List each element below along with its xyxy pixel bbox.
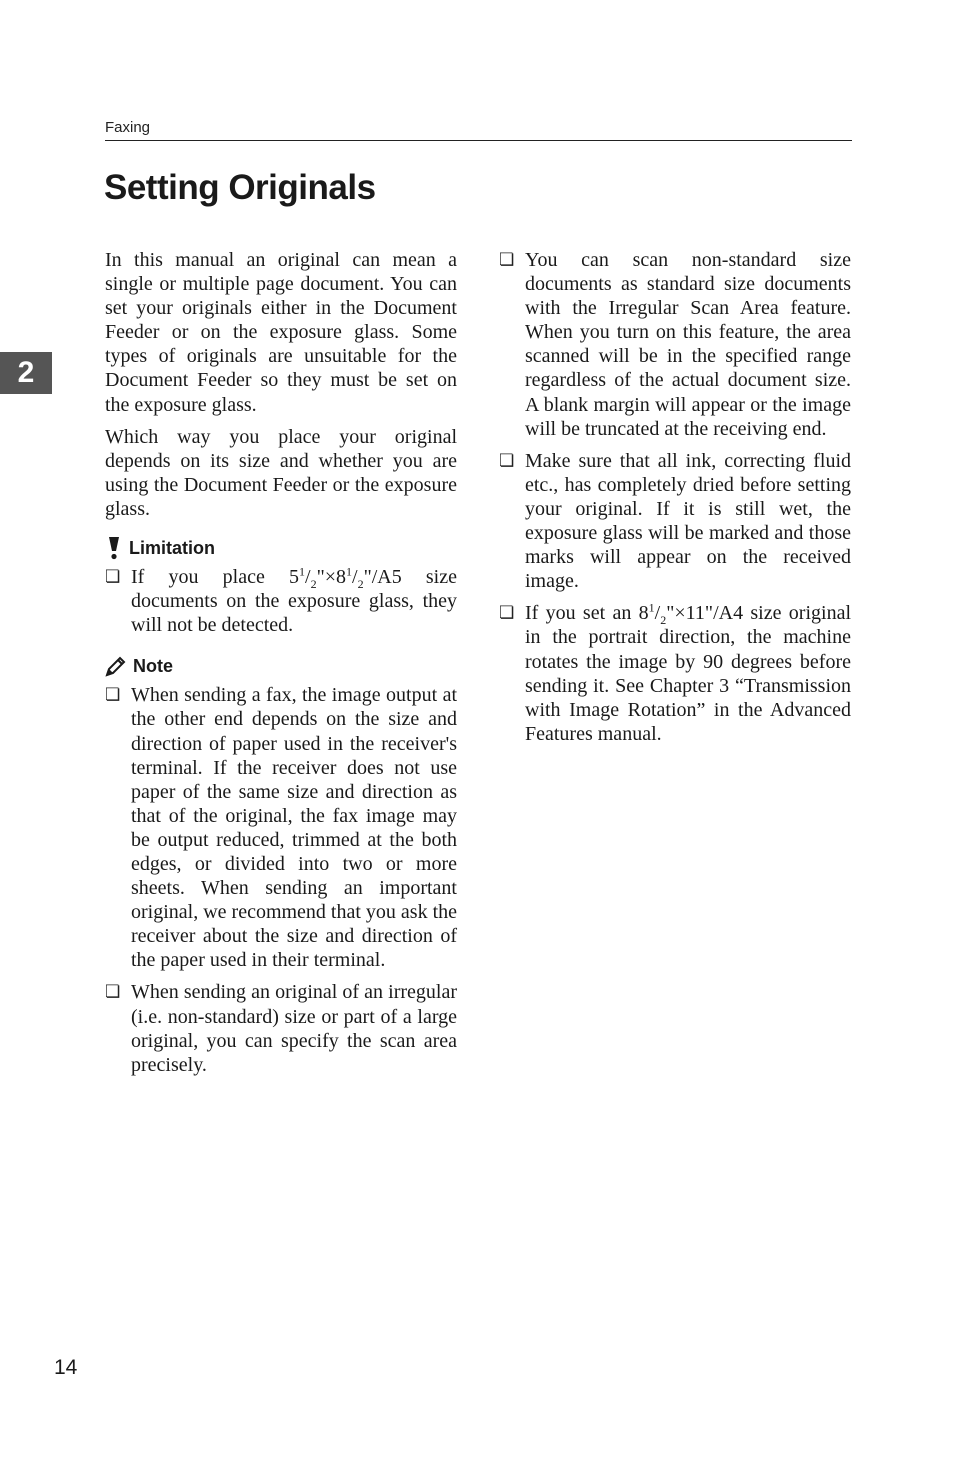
intro-paragraph: In this manual an original can mean a single or multiple page document. You can set your originals either in the Document Feeder or on the exposure glass. Some types of originals are unsuitable for the Document Feeder so they must be set on the exposure glass.	[105, 249, 457, 416]
checkbox-bullet-icon: ❏	[105, 685, 121, 706]
checkbox-bullet-icon: ❏	[499, 603, 515, 624]
limitation-item-text: If you place $5^1/_2"\times 8^1/_2"/A5$ size documents on the exposure glass, they will not be detected.	[131, 564, 457, 637]
note-item-text: When sending a fax, the image output at the other end depends on the size and direction of paper used in the receiver's terminal. If the receiver does not use paper of the same size and direction as that of the original, the fax image may be output reduced, trimmed at the both edges, or divided into two or more sheets. When sending an important original, we recommend that you ask the receiver about the size and direction of the paper used in their terminal.	[131, 684, 458, 972]
note-label: Note	[133, 656, 173, 677]
page-number: 14	[54, 1356, 78, 1379]
right-column	[499, 248, 851, 754]
checkbox-bullet-icon: ❏	[499, 450, 515, 471]
note-item-text: If you set an $8^1/_2"\times 11"/A4$ size original in the portrait direction, the machine rotates the image by 90 degrees before sending it. See Chapter 3 “Transmission with Image Rotation” in the Advanced Features manual.	[525, 600, 851, 745]
exclamation-icon	[105, 536, 123, 560]
placement-paragraph: Which way you place your original depends on its size and whether you are using the Document Feeder or the exposure glass.	[105, 425, 457, 520]
limitation-item	[105, 565, 457, 637]
chapter-tab: 2	[0, 352, 52, 394]
limitation-heading	[105, 535, 457, 561]
note-item	[105, 683, 457, 972]
checkbox-bullet-icon: ❏	[499, 250, 515, 270]
running-header: Faxing	[105, 119, 852, 141]
pencil-icon	[105, 655, 127, 677]
note-heading	[105, 653, 457, 679]
checkbox-bullet-icon: ❏	[105, 567, 121, 588]
note-item	[499, 248, 851, 441]
page-title: Setting Originals	[104, 168, 376, 207]
note-item-text: When sending an original of an irregular (i.e. non-standard) size or part of a large original, you can specify the scan area precisely.	[131, 981, 457, 1076]
note-item	[499, 601, 851, 746]
note-item-text: Make sure that all ink, correcting fluid etc., has completely dried before setting your original. If it is still wet, the exposure glass will be marked and those marks will appear on the received image.	[525, 449, 851, 593]
left-column	[105, 248, 457, 1085]
checkbox-bullet-icon: ❏	[105, 982, 121, 1003]
note-item-text: You can scan non-standard size documents as standard size documents with the Irregular Scan Area feature. When you turn on this feature, the area scanned will be in the specified range regardless of the actual document size. A blank margin will appear or the image will be truncated at the receiving end.	[525, 249, 851, 440]
note-item	[499, 449, 851, 594]
limitation-label: Limitation	[129, 537, 215, 558]
note-item	[105, 980, 457, 1076]
